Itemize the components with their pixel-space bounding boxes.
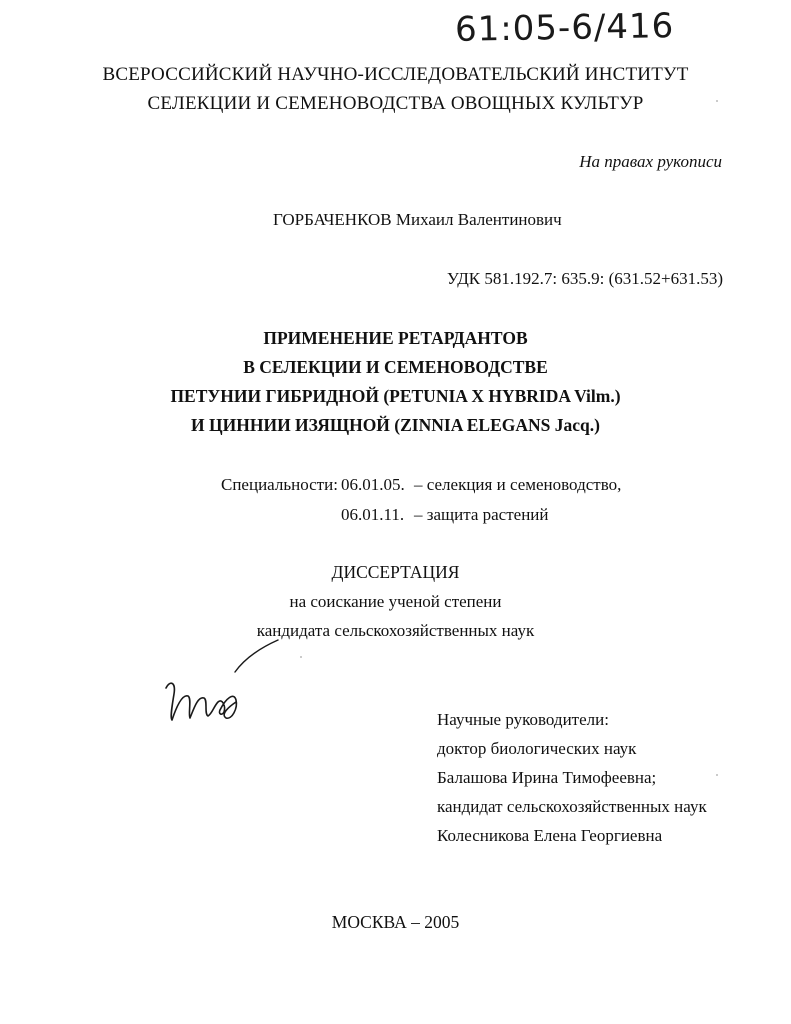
- scan-speck: [716, 100, 718, 102]
- author-name: ГОРБАЧЕНКОВ Михаил Валентинович: [273, 210, 562, 229]
- archive-number: 61:05-6/416: [454, 6, 675, 50]
- udk-code: УДК 581.192.7: 635.9: (631.52+631.53): [446, 269, 723, 288]
- specialties-label: Специальности:: [221, 475, 338, 494]
- rights-note: На правах рукописи: [579, 152, 722, 171]
- title-line-3: ПЕТУНИИ ГИБРИДНОЙ (PETUNIA X HYBRIDA Vilm.): [170, 386, 621, 406]
- title-line-4: И ЦИННИИ ИЗЯЩНОЙ (ZINNIA ELEGANS Jacq.): [191, 415, 600, 435]
- thesis-degree-line-1: на соискание ученой степени: [289, 592, 502, 611]
- specialty-name-2: – защита растений: [414, 505, 549, 524]
- supervisor-line-3: кандидат сельскохозяйственных наук: [437, 797, 707, 816]
- institute-line-2: СЕЛЕКЦИИ И СЕМЕНОВОДСТВА ОВОЩНЫХ КУЛЬТУР: [147, 93, 644, 114]
- scan-speck: [300, 656, 302, 658]
- title-line-1: ПРИМЕНЕНИЕ РЕТАРДАНТОВ: [263, 328, 528, 348]
- city-year: МОСКВА – 2005: [331, 912, 460, 932]
- scan-speck: [716, 774, 718, 776]
- specialty-name-1: – селекция и семеноводство,: [414, 475, 622, 494]
- supervisors-heading: Научные руководители:: [437, 710, 609, 729]
- supervisor-line-4: Колесникова Елена Георгиевна: [437, 826, 663, 845]
- title-line-2: В СЕЛЕКЦИИ И СЕМЕНОВОДСТВЕ: [243, 357, 548, 377]
- institute-line-1: ВСЕРОССИЙСКИЙ НАУЧНО-ИССЛЕДОВАТЕЛЬСКИЙ ИНСТИТУТ: [102, 64, 689, 85]
- thesis-degree-line-2: кандидата сельскохозяйственных наук: [256, 621, 535, 640]
- specialty-code-2: 06.01.11.: [341, 505, 405, 524]
- specialty-code-1: 06.01.05.: [341, 475, 405, 494]
- thesis-heading: ДИССЕРТАЦИЯ: [331, 562, 460, 582]
- supervisor-line-2: Балашова Ирина Тимофеевна;: [437, 768, 657, 787]
- supervisor-line-1: доктор биологических наук: [437, 739, 637, 758]
- signature-mark: [160, 636, 290, 726]
